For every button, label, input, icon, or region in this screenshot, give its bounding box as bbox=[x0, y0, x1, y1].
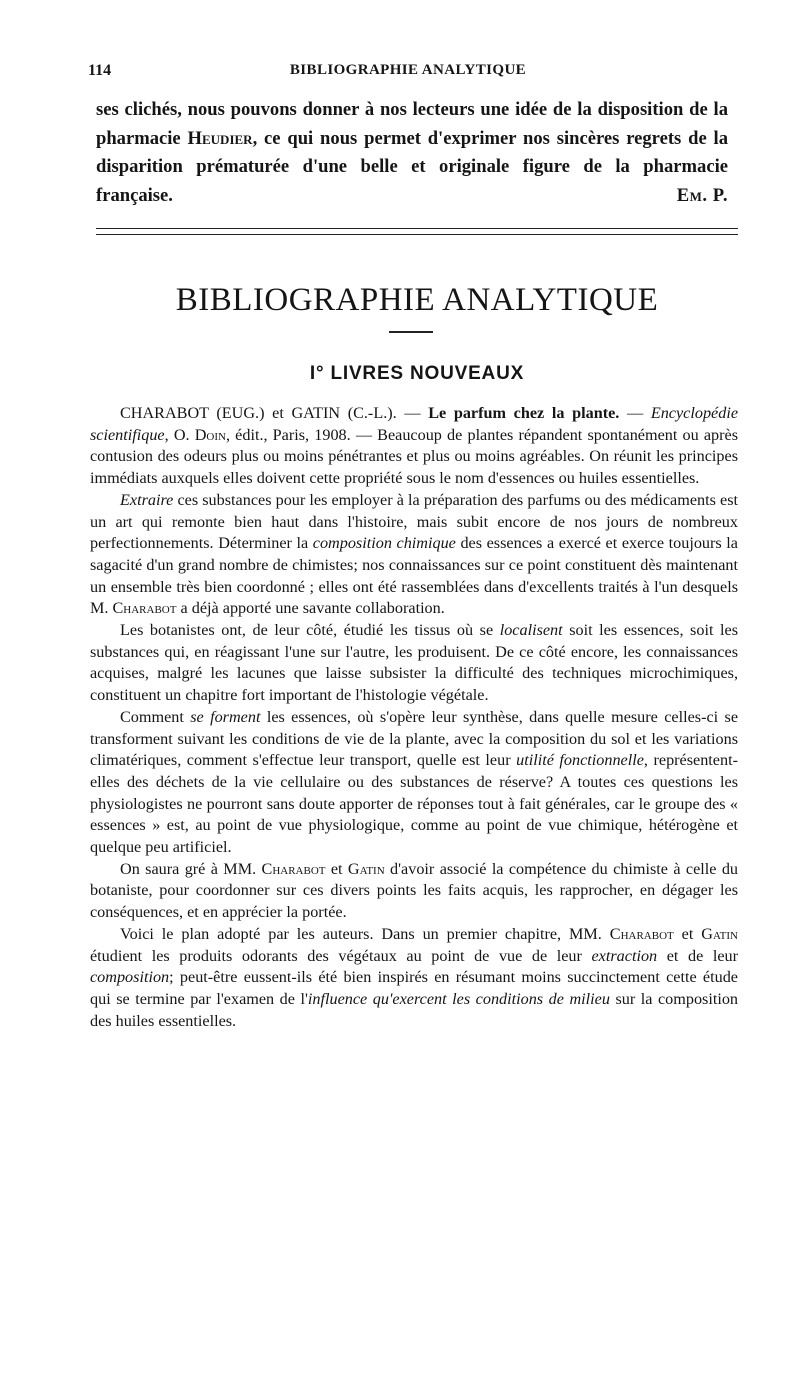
review-authors: CHARABOT (EUG.) et GATIN (C.-L.). bbox=[120, 404, 397, 422]
emphasis: se forment bbox=[190, 707, 261, 726]
review-paragraph bbox=[90, 707, 738, 859]
publisher-name: Doin bbox=[194, 425, 226, 444]
sub-heading: I° LIVRES NOUVEAUX bbox=[309, 363, 525, 384]
text-run: ses clichés, nous pouvons donner à nos lecteurs une idée de la disposition de la pharmacie bbox=[96, 99, 728, 149]
person-name: Heudier bbox=[187, 127, 253, 149]
title-underline bbox=[389, 331, 433, 333]
double-rule-divider bbox=[96, 228, 738, 235]
text-run: a déjà apporté une savante collaboration. bbox=[176, 599, 445, 618]
text-run: Comment bbox=[120, 707, 191, 726]
author-signature: Em. P. bbox=[676, 184, 728, 206]
person-name: Charabot bbox=[112, 599, 177, 618]
text-run: , O. bbox=[164, 425, 195, 444]
emphasis: composition bbox=[90, 968, 170, 987]
person-name: Gatin bbox=[701, 924, 738, 943]
text-run: et bbox=[673, 924, 702, 943]
text-run: ; peut-être eussent-ils été bien inspirés en résumant moins succinctement cette étude qui se termine par l'examen de l' bbox=[90, 968, 738, 1008]
review-paragraph bbox=[90, 490, 738, 620]
text-run: sur la composition des huiles essentielles. bbox=[90, 989, 739, 1030]
text-run: On saura gré à MM. bbox=[120, 859, 262, 878]
text-run: — bbox=[619, 404, 651, 422]
text-run: et bbox=[325, 859, 348, 878]
text-run: soit les essences, soit les substances qui, en réagissant l'une sur l'autre, les produisent. De ce côté encore, les connaissances acquises, malgré les lacunes que laisse subsister la difficulté des techniques microchimiques, constituent un chapitre fort important de l'histologie végétale. bbox=[90, 621, 738, 705]
text-run: , ce qui nous permet d'exprimer nos sincères regrets de la disparition prématurée d'une belle et originale figure de la pharmacie française. bbox=[96, 127, 728, 206]
emphasis: composition chimique bbox=[312, 534, 456, 553]
text-run: , représentent-elles des déchets de la vie cellulaire ou des substances de réserve? A toutes ces questions les physiologistes ne pourront sans doute apporter de réponses tout à fait générales, car le groupe des « essences » est, au point de vue physiologique, comme au point de vue chimique, hétérogène et quelque peu artificiel. bbox=[90, 751, 738, 857]
running-head bbox=[88, 62, 728, 84]
review-paragraph bbox=[90, 924, 738, 1033]
book-review bbox=[90, 403, 738, 1032]
previous-article-ending bbox=[96, 96, 728, 210]
previous-article-paragraph bbox=[96, 96, 728, 210]
text-run: Les botanistes ont, de leur côté, étudié les tissus où se bbox=[120, 621, 500, 640]
review-paragraph bbox=[90, 620, 738, 707]
text-run: — bbox=[396, 404, 429, 422]
emphasis: Extraire bbox=[120, 490, 174, 509]
emphasis: extraction bbox=[591, 946, 658, 965]
series-name: Encyclopédie scientifique bbox=[90, 404, 739, 444]
text-run: des essences a exercé et exerce toujours la sagacité d'un grand nombre de chimistes; nos connaissances sur ce point constituent dès maintenant un ensemble très bien coordonné ; elles ont été rassemblées dans d'excellents traités à l'un desquels M. bbox=[90, 534, 738, 618]
emphasis: influence qu'exercent les conditions de milieu bbox=[307, 989, 610, 1008]
person-name: Charabot bbox=[609, 924, 674, 943]
person-name: Gatin bbox=[347, 859, 385, 878]
text-run: d'avoir associé la compétence du chimiste à celle du botaniste, pour coordonner sur ces divers points les faits acquis, les rapprocher, en dégager les conséquences, et en apprécier la portée. bbox=[90, 859, 739, 922]
text-run: ces substances pour les employer à la préparation des parfums ou des médicaments est un art qui remonte bien haut dans l'histoire, mais subit encore de nos jours de nombreux perfectionnements. Déterminer la bbox=[90, 490, 738, 553]
review-entry bbox=[90, 403, 738, 490]
text-run: , édit., Paris, 1908. — Beaucoup de plantes répandent spontanément ou après contusion des odeurs plus ou moins pénétrantes et plus ou moins agréables. On réunit les principes immédiats auxquels elles doivent cette propriété sous le nom d'essences ou huiles essentielles. bbox=[90, 425, 738, 488]
emphasis: localisent bbox=[499, 621, 563, 640]
text-run: les essences, où s'opère leur synthèse, dans quelle mesure celles-ci se transforment suivant les conditions de vie de la plante, avec la composition du sol et les variations climatériques, comment s'effectue leur transport, quelle est leur bbox=[90, 707, 738, 770]
section-title: BIBLIOGRAPHIE ANALYTIQUE bbox=[175, 282, 659, 318]
person-name: Charabot bbox=[261, 859, 326, 878]
running-title: BIBLIOGRAPHIE ANALYTIQUE bbox=[289, 62, 527, 78]
text-run: étudient les produits odorants des végétaux au point de vue de leur bbox=[90, 946, 592, 965]
text-run: et de leur bbox=[657, 946, 738, 965]
emphasis: utilité fonctionnelle bbox=[516, 751, 644, 770]
text-run: Voici le plan adopté par les auteurs. Dans un premier chapitre, MM. bbox=[120, 924, 610, 943]
page-number: 114 bbox=[88, 62, 112, 79]
review-paragraph bbox=[90, 859, 738, 924]
book-title: Le parfum chez la plante. bbox=[428, 404, 620, 422]
